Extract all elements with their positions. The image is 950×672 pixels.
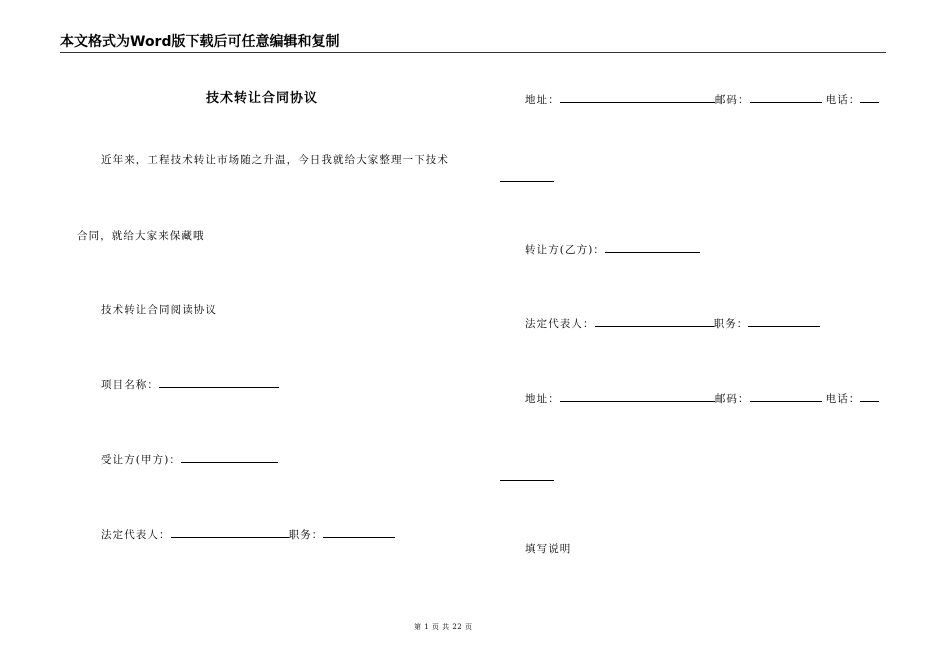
legal-rep-blank <box>595 326 714 327</box>
intro-line-2: 合同，就给大家来保藏哦 <box>77 230 205 242</box>
phone-label: 电话： <box>825 94 861 106</box>
postcode-label: 邮码： <box>714 393 750 405</box>
phone-label: 电话： <box>825 393 861 405</box>
left-legal-rep-row <box>101 528 395 542</box>
position-blank <box>323 537 395 538</box>
project-name-blank <box>159 387 279 388</box>
postcode-blank <box>750 401 822 402</box>
project-name-label: 项目名称： <box>101 379 159 391</box>
postcode-blank <box>750 102 822 103</box>
position-blank <box>748 326 820 327</box>
project-name-row <box>101 378 279 392</box>
page-number: 第 1 页 共 22 页 <box>414 623 473 631</box>
position-label: 职务： <box>713 318 749 330</box>
document-title: 技术转让合同协议 <box>206 91 319 106</box>
phone-continuation-row-1 <box>500 172 554 186</box>
address-row-2 <box>525 392 879 406</box>
transferor-row <box>525 243 700 257</box>
address-row-1 <box>525 93 879 107</box>
legal-rep-label: 法定代表人： <box>525 318 595 330</box>
phone-continuation-blank <box>500 181 554 182</box>
address-label: 地址： <box>525 393 560 405</box>
transferor-blank <box>605 252 700 253</box>
address-blank <box>560 401 715 402</box>
legal-rep-label: 法定代表人： <box>101 529 171 541</box>
phone-continuation-row-2 <box>500 471 554 485</box>
intro-line-1: 近年来，工程技术转让市场随之升温，今日我就给大家整理一下技术 <box>101 154 449 166</box>
phone-continuation-blank <box>500 480 554 481</box>
transferee-label: 受让方(甲方)： <box>101 454 181 466</box>
postcode-label: 邮码： <box>714 94 750 106</box>
header-divider <box>60 52 886 53</box>
instructions-heading: 填写说明 <box>525 543 572 555</box>
phone-blank <box>860 401 879 402</box>
header-notice: 本文格式为Word版下载后可任意编辑和复制 <box>60 34 340 50</box>
position-label: 职务： <box>288 529 324 541</box>
agreement-subtitle: 技术转让合同阅读协议 <box>101 304 217 316</box>
transferee-row <box>101 453 278 467</box>
legal-rep-blank <box>171 537 289 538</box>
right-legal-rep-row <box>525 317 820 331</box>
address-blank <box>560 102 715 103</box>
address-label: 地址： <box>525 94 560 106</box>
transferee-blank <box>181 462 278 463</box>
phone-blank <box>860 102 879 103</box>
transferor-label: 转让方(乙方)： <box>525 244 605 256</box>
